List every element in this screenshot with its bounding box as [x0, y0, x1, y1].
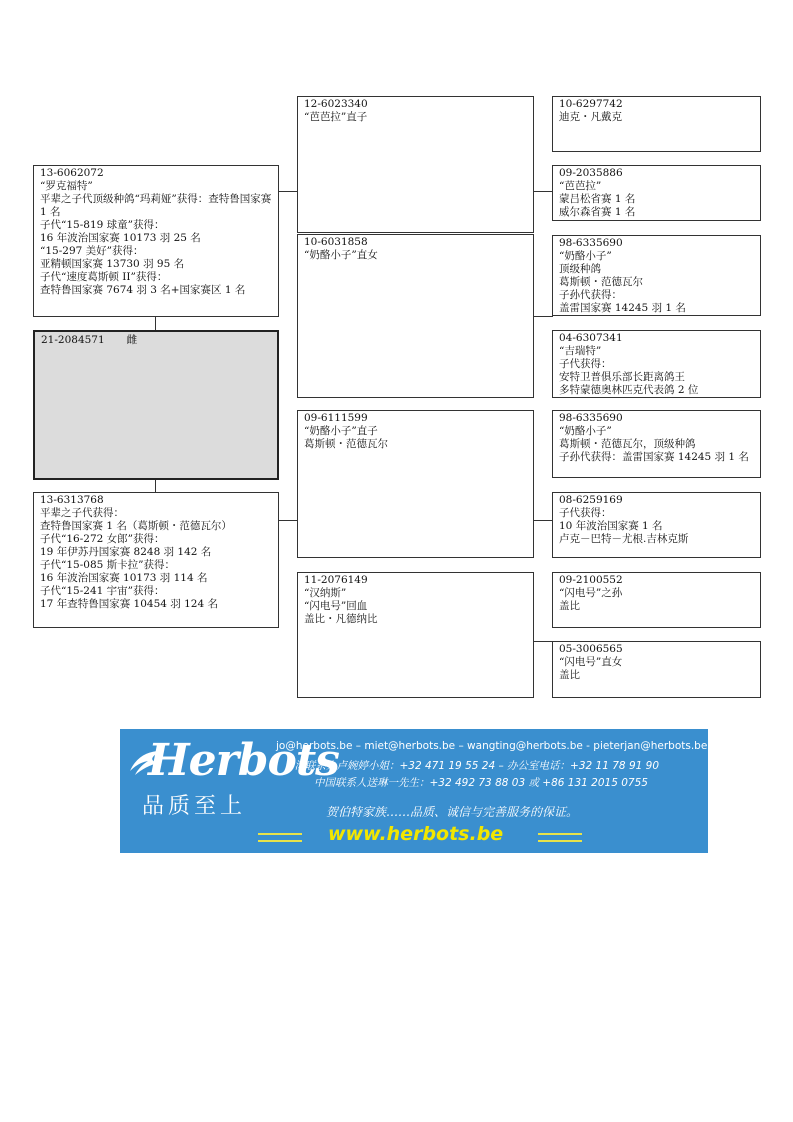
dam-ring-number: 13-6313768 — [40, 494, 104, 506]
ring-number: 10-6031858 — [304, 236, 368, 248]
ring-number: 08-6259169 — [559, 494, 623, 506]
pigeon-note: 盖雷国家赛 14245 羽 1 名 — [559, 302, 686, 314]
sire-note: 子代“速度葛斯顿 II”获得： — [40, 271, 168, 283]
great-grandparent-box — [552, 96, 761, 152]
pigeon-note: 子孙代获得： — [559, 289, 622, 301]
pigeon-note: 子孙代获得：盖雷国家赛 14245 羽 1 名 — [559, 451, 749, 463]
dam-note: 19 年伊苏丹国家赛 8248 羽 142 名 — [40, 546, 212, 558]
ring-number: 09-2100552 — [559, 574, 623, 586]
dam-note: 子代“15-241 宇宙”获得： — [40, 585, 165, 597]
great-grandparent-box — [552, 410, 761, 478]
pigeon-note: 多特蒙德奥林匹克代表鸽 2 位 — [559, 384, 699, 396]
sire-note: 平辈之子代顶级种鸽“玛莉娅”获得：查特鲁国家赛 1 名 — [40, 193, 272, 218]
dam-box — [33, 492, 279, 628]
sire-note: “15-297 美好”获得： — [40, 245, 144, 257]
subject-ring-number: 21-2084571 — [41, 334, 105, 346]
ring-number: 04-6307341 — [559, 332, 623, 344]
pigeon-note: “闪电号”回血 — [304, 600, 368, 612]
connector — [155, 479, 156, 493]
pigeon-note: “奶酪小子” — [559, 250, 612, 262]
sire-box — [33, 165, 279, 317]
connector — [533, 641, 553, 642]
pigeon-note: 葛斯顿・范德瓦尔，顶级种鸽 — [559, 438, 696, 450]
contact-china: 中国联系人送琳一先生：+32 492 73 88 03 或 +86 131 2015 0755 — [314, 777, 648, 789]
grandsire-maternal-box — [297, 410, 534, 558]
sire-note: 亚精顿国家赛 13730 羽 95 名 — [40, 258, 185, 270]
great-grandparent-box — [552, 572, 761, 628]
connector — [155, 317, 156, 330]
sire-note: 子代“15-819 球童”获得： — [40, 219, 165, 231]
ring-number: 98-6335690 — [559, 237, 623, 249]
pigeon-note: “闪电号”直女 — [559, 656, 623, 668]
website-link[interactable]: www.herbots.be — [328, 823, 504, 845]
ring-number: 05-3006565 — [559, 643, 623, 655]
dam-note: 查特鲁国家赛 1 名（葛斯顿・范德瓦尔） — [40, 520, 232, 532]
pigeon-note: 子代获得： — [559, 358, 612, 370]
pigeon-note: 迪克・凡戴克 — [559, 111, 622, 123]
pigeon-note: 10 年波治国家赛 1 名 — [559, 520, 663, 532]
pigeon-note: “汉纳斯” — [304, 587, 347, 599]
pigeon-note: 顶级种鸽 — [559, 263, 601, 275]
pigeon-note: 葛斯顿・范德瓦尔 — [304, 438, 388, 450]
pigeon-note: “芭芭拉”直子 — [304, 111, 368, 123]
pigeon-note: “奶酪小子”直女 — [304, 249, 378, 261]
great-grandparent-box — [552, 235, 761, 316]
guarantee-text: 贺伯特家族……品质、诚信与完善服务的保证。 — [326, 805, 579, 819]
decorative-lines — [538, 833, 582, 842]
pigeon-note: 蒙吕松省赛 1 名 — [559, 193, 636, 205]
great-grandparent-box — [552, 165, 761, 221]
subject-sex: 雌 — [126, 334, 138, 346]
connector — [533, 316, 553, 317]
subject-box — [33, 330, 279, 480]
dam-note: 子代“16-272 女郎”获得： — [40, 533, 165, 545]
granddam-maternal-box — [297, 572, 534, 698]
pigeon-note: 盖比 — [559, 600, 580, 612]
ring-number: 12-6023340 — [304, 98, 368, 110]
sire-note: 查特鲁国家赛 7674 羽 3 名+国家赛区 1 名 — [40, 284, 246, 296]
connector — [533, 520, 553, 521]
pigeon-note: 盖比・凡德纳比 — [304, 613, 378, 625]
connector — [278, 520, 298, 521]
great-grandparent-box — [552, 641, 761, 698]
grandsire-paternal-box — [297, 96, 534, 233]
ring-number: 10-6297742 — [559, 98, 623, 110]
pigeon-note: 盖比 — [559, 669, 580, 681]
pigeon-note: “闪电号”之孙 — [559, 587, 623, 599]
dam-note: 平辈之子代获得： — [40, 507, 124, 519]
pigeon-note: 安特卫普俱乐部长距离鸽王 — [559, 371, 685, 383]
pigeon-note: “吉瑞特” — [559, 345, 602, 357]
herbots-logo: Herbots — [148, 735, 339, 786]
ring-number: 09-2035886 — [559, 167, 623, 179]
great-grandparent-box — [552, 330, 761, 398]
contact-taiwan: 台湾联系人卢婉婷小姐：+32 471 19 55 24 – 办公室电话：+32 11 78 91 90 — [284, 760, 660, 772]
ring-number: 98-6335690 — [559, 412, 623, 424]
ring-number: 09-6111599 — [304, 412, 368, 424]
great-grandparent-box — [552, 492, 761, 558]
sire-name: “罗克福特” — [40, 180, 93, 192]
pigeon-note: “奶酪小子” — [559, 425, 612, 437]
pigeon-note: 卢克－巴特－尤根.吉林克斯 — [559, 533, 689, 545]
pigeon-note: 威尔森省赛 1 名 — [559, 206, 636, 218]
pigeon-note: “奶酪小子”直子 — [304, 425, 378, 437]
pigeon-note: “芭芭拉” — [559, 180, 602, 192]
sire-ring-number: 13-6062072 — [40, 167, 104, 179]
dam-note: 17 年查特鲁国家赛 10454 羽 124 名 — [40, 598, 218, 610]
email-list: jo@herbots.be – miet@herbots.be – wangting@herbots.be - pieterjan@herbots.be — [276, 740, 708, 752]
dam-note: 子代“15-085 斯卡拉”获得： — [40, 559, 176, 571]
connector — [278, 191, 298, 192]
decorative-lines — [258, 833, 302, 842]
dam-note: 16 年波治国家赛 10173 羽 114 名 — [40, 572, 208, 584]
sire-note: 16 年波治国家赛 10173 羽 25 名 — [40, 232, 201, 244]
granddam-paternal-box — [297, 234, 534, 398]
connector — [533, 191, 553, 192]
pigeon-note: 葛斯顿・范德瓦尔 — [559, 276, 643, 288]
ring-number: 11-2076149 — [304, 574, 368, 586]
herbots-banner — [120, 729, 708, 853]
slogan: 品质至上 — [142, 794, 247, 819]
pigeon-note: 子代获得： — [559, 507, 612, 519]
